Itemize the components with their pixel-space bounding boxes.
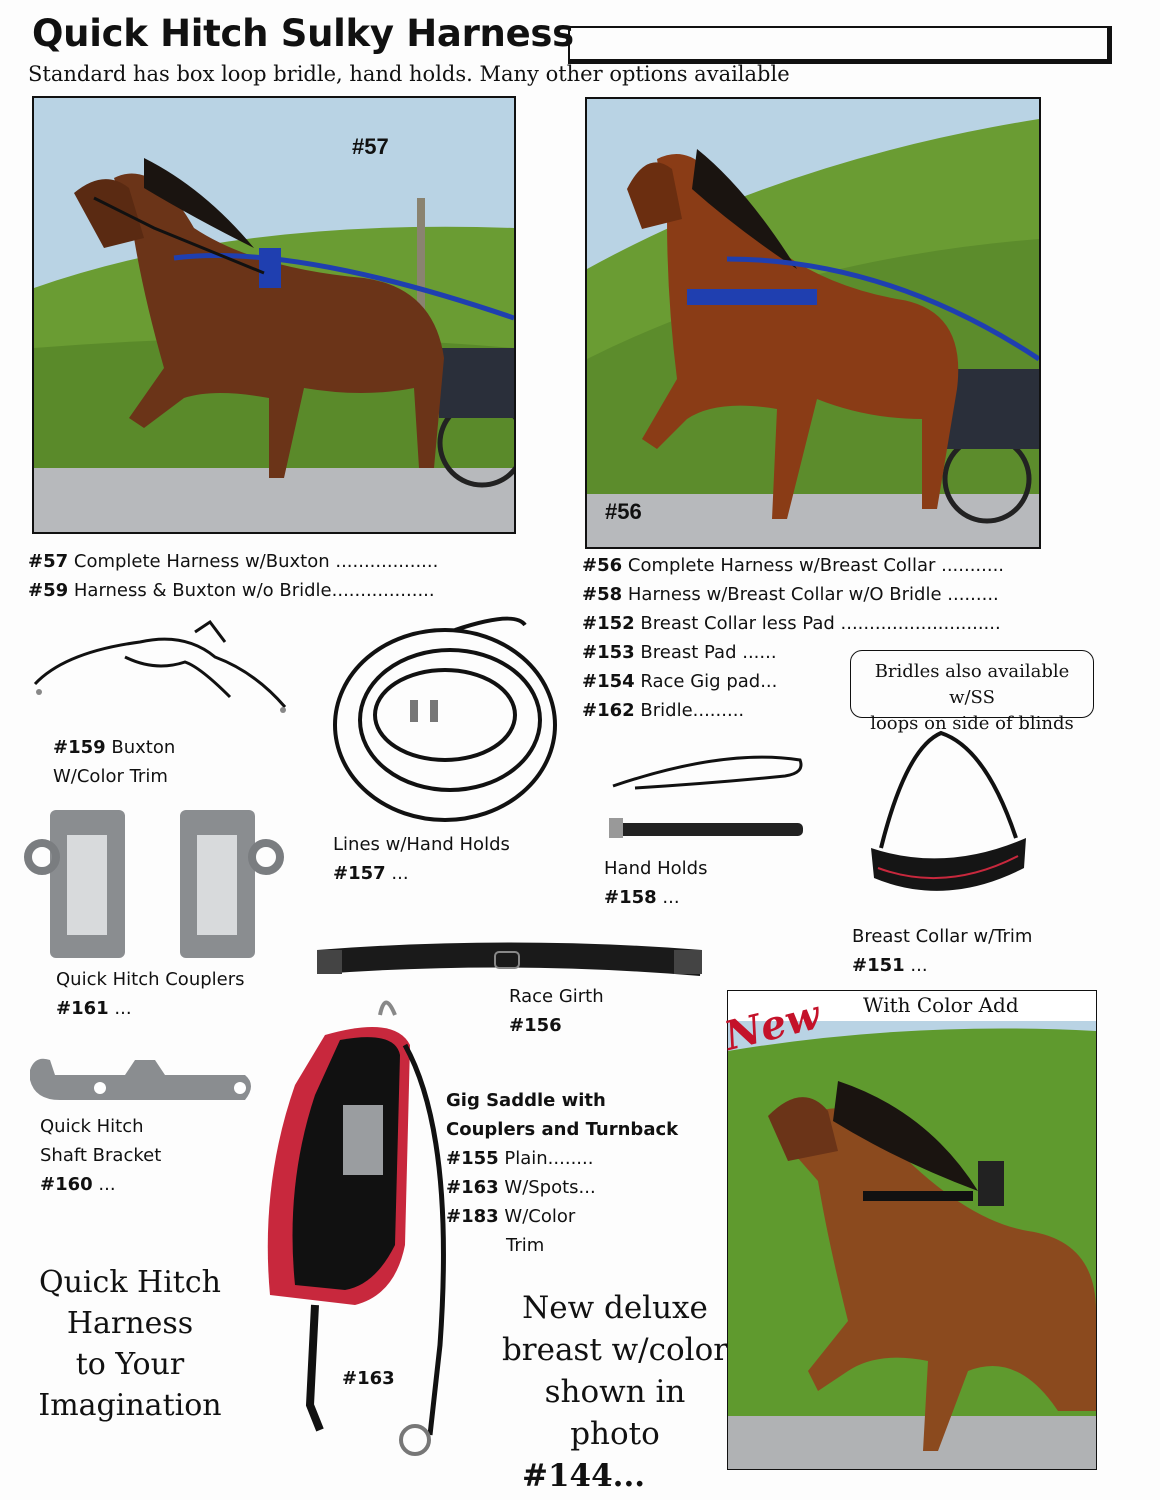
buxton-label bbox=[53, 733, 175, 791]
breastcollar-dots: ... bbox=[910, 955, 928, 976]
promo-text bbox=[500, 1287, 730, 1497]
item-number: #183 bbox=[446, 1206, 499, 1227]
gigsaddle-photo-number: #163 bbox=[342, 1368, 395, 1389]
slogan-line-3: to Your bbox=[75, 1347, 185, 1382]
item-number: #163 bbox=[446, 1177, 499, 1198]
title-frame bbox=[568, 26, 1112, 64]
racegirth-number: #156 bbox=[509, 1015, 562, 1036]
gigsaddle-trim: Trim bbox=[506, 1235, 545, 1256]
item-text: W/Spots... bbox=[504, 1177, 596, 1198]
buxton-trim: W/Color Trim bbox=[53, 766, 168, 787]
couplers-dots: ... bbox=[114, 998, 132, 1019]
slogan-line-2: Harness bbox=[66, 1306, 194, 1341]
color-add-caption: With Color Add bbox=[863, 993, 1019, 1017]
couplers-image bbox=[22, 805, 284, 963]
item-number: #154 bbox=[582, 671, 635, 692]
lines-image bbox=[325, 605, 565, 830]
handholds-image bbox=[605, 748, 810, 843]
price-line-59 bbox=[28, 580, 435, 601]
promo-line-2: breast w/color bbox=[501, 1332, 729, 1368]
item-number: #58 bbox=[582, 584, 623, 605]
price-line-153 bbox=[582, 642, 777, 663]
item-text: Complete Harness w/Buxton .................. bbox=[73, 551, 439, 572]
handholds-label bbox=[604, 854, 707, 912]
slogan bbox=[36, 1262, 224, 1426]
shaftbracket-image bbox=[25, 1050, 260, 1110]
lines-name: Lines w/Hand Holds bbox=[333, 834, 510, 855]
item-text: W/Color bbox=[504, 1206, 576, 1227]
page-subtitle: Standard has box loop bridle, hand holds. Many other options available bbox=[28, 62, 790, 86]
couplers-number: #161 bbox=[56, 998, 109, 1019]
photo-harness-57 bbox=[32, 96, 516, 534]
photo-harness-56 bbox=[585, 97, 1041, 549]
buxton-image bbox=[25, 612, 295, 722]
item-number: #153 bbox=[582, 642, 635, 663]
shaftbracket-dots: ... bbox=[98, 1174, 116, 1195]
gigsaddle-line1: Gig Saddle with bbox=[446, 1090, 606, 1111]
gigsaddle-item-183 bbox=[446, 1202, 678, 1231]
item-number: #155 bbox=[446, 1148, 499, 1169]
price-line-57 bbox=[28, 551, 438, 572]
handholds-dots: ... bbox=[662, 887, 680, 908]
photo-tag-57: #57 bbox=[352, 134, 389, 159]
breastcollar-number: #151 bbox=[852, 955, 905, 976]
price-line-56 bbox=[582, 555, 1004, 576]
lines-label bbox=[333, 830, 510, 888]
bridle-callout bbox=[850, 650, 1094, 734]
breastcollar-label bbox=[852, 922, 1032, 980]
item-number: #56 bbox=[582, 555, 623, 576]
callout-line-2: loops on side of blinds bbox=[870, 713, 1074, 734]
shaftbracket-line1: Quick Hitch bbox=[40, 1116, 144, 1137]
lines-number: #157 bbox=[333, 863, 386, 884]
page-title: Quick Hitch Sulky Harness bbox=[32, 12, 574, 55]
lines-dots: ... bbox=[391, 863, 409, 884]
photo-color-add bbox=[727, 990, 1097, 1470]
shaftbracket-line2: Shaft Bracket bbox=[40, 1145, 162, 1166]
item-number: #162 bbox=[582, 700, 635, 721]
buxton-name: Buxton bbox=[111, 737, 176, 758]
gigsaddle-item-155 bbox=[446, 1144, 678, 1173]
item-text: Breast Pad ...... bbox=[640, 642, 777, 663]
item-text: Harness w/Breast Collar w/O Bridle ......... bbox=[627, 584, 999, 605]
gigsaddle-photo-label bbox=[342, 1364, 395, 1393]
shaftbracket-number: #160 bbox=[40, 1174, 93, 1195]
price-line-152 bbox=[582, 613, 1001, 634]
promo-line-4: #144... bbox=[522, 1458, 646, 1494]
handholds-number: #158 bbox=[604, 887, 657, 908]
racegirth-image bbox=[312, 940, 708, 982]
promo-line-1: New deluxe bbox=[522, 1290, 708, 1326]
price-line-58 bbox=[582, 584, 999, 605]
racegirth-label bbox=[509, 982, 604, 1040]
price-line-154 bbox=[582, 671, 777, 692]
couplers-label bbox=[56, 965, 245, 1023]
racegirth-name: Race Girth bbox=[509, 986, 604, 1007]
item-text: Race Gig pad... bbox=[640, 671, 778, 692]
gigsaddle-item-163 bbox=[446, 1173, 678, 1202]
slogan-line-4: Imagination bbox=[38, 1388, 222, 1423]
shaftbracket-label bbox=[40, 1112, 161, 1199]
item-text: Breast Collar less Pad ............................ bbox=[640, 613, 1001, 634]
item-text: Bridle......... bbox=[640, 700, 745, 721]
buxton-number: #159 bbox=[53, 737, 106, 758]
gigsaddle-label bbox=[446, 1086, 678, 1260]
promo-line-3: shown in photo bbox=[544, 1374, 686, 1452]
slogan-line-1: Quick Hitch bbox=[39, 1265, 221, 1300]
item-number: #152 bbox=[582, 613, 635, 634]
item-text: Harness & Buxton w/o Bridle.................. bbox=[73, 580, 435, 601]
item-number: #59 bbox=[28, 580, 69, 601]
new-badge: New bbox=[719, 991, 825, 1060]
handholds-name: Hand Holds bbox=[604, 858, 708, 879]
breastcollar-name: Breast Collar w/Trim bbox=[852, 926, 1033, 947]
item-text: Plain........ bbox=[504, 1148, 594, 1169]
photo-tag-56: #56 bbox=[605, 499, 642, 524]
breastcollar-image bbox=[866, 728, 1031, 918]
item-text: Complete Harness w/Breast Collar ........... bbox=[627, 555, 1005, 576]
couplers-name: Quick Hitch Couplers bbox=[56, 969, 245, 990]
item-number: #57 bbox=[28, 551, 69, 572]
price-line-162 bbox=[582, 700, 744, 721]
callout-line-1: Bridles also available w/SS bbox=[874, 661, 1070, 708]
gigsaddle-line2: Couplers and Turnback bbox=[446, 1119, 679, 1140]
